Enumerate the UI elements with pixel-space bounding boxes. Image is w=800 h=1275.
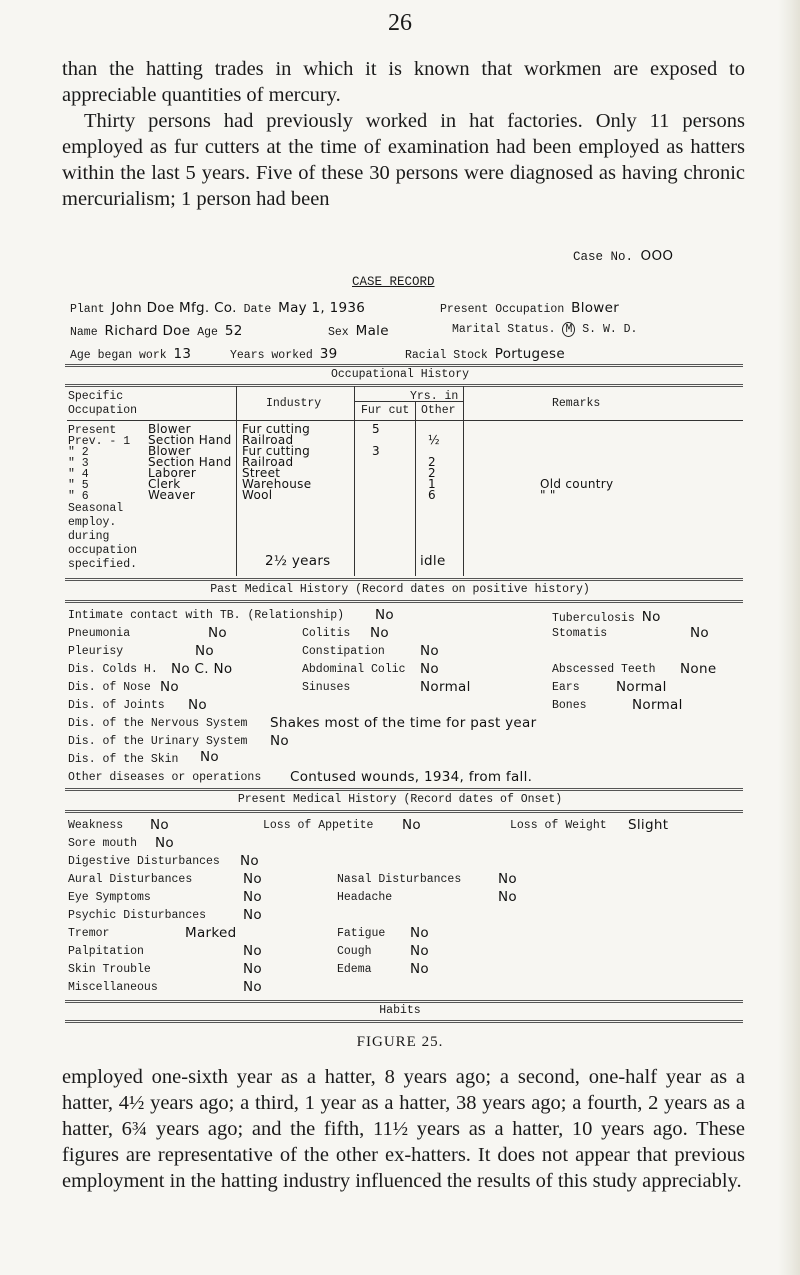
nose-value: No (160, 679, 179, 695)
colitis-label: Colitis (302, 627, 351, 640)
palpitation-value: No (243, 943, 262, 959)
racial-label: Racial Stock (405, 349, 488, 362)
occ-row-occupation: Blower (148, 422, 191, 436)
colds-value: No C. No (171, 661, 233, 677)
name-label: Name (70, 326, 98, 339)
tb-label: Tuberculosis (552, 612, 635, 625)
bones-label: Bones (552, 699, 587, 712)
aural-label: Aural Disturbances (68, 873, 193, 886)
palpitation-label: Palpitation (68, 945, 144, 958)
sore-mouth-value: No (155, 835, 174, 851)
figure-caption: FIGURE 25. (356, 1034, 444, 1050)
table-header-rule (67, 420, 743, 421)
col-header-fur-cut: Fur cut (361, 404, 410, 417)
digestive-label: Digestive Disturbances (68, 855, 220, 868)
marital-selected: M (562, 322, 575, 337)
past-medical-title: Past Medical History (Record dates on positive history) (210, 583, 590, 596)
seasonal-industry: 2½ years (265, 553, 331, 569)
occ-row-remark: Old country (540, 477, 614, 491)
occ-row-occupation: Section Hand (148, 433, 232, 447)
paragraph-1: than the hatting trades in which it is known that workmen are exposed to appreciable quantities of mercury. (62, 58, 745, 106)
edema-value: No (410, 961, 429, 977)
years-worked-label: Years worked (230, 349, 313, 362)
divider (65, 600, 743, 603)
weakness-value: No (150, 817, 169, 833)
age-began-value: 13 (173, 346, 192, 362)
col-specific: Specific (68, 390, 124, 403)
pneumonia-label: Pneumonia (68, 627, 131, 640)
nasal-value: No (498, 871, 517, 887)
intimate-label: Intimate contact with TB. (68, 609, 241, 622)
racial-field (405, 346, 565, 362)
page-edge-shadow (778, 0, 800, 1275)
age-label: Age (197, 326, 218, 339)
col-header-specific (68, 390, 137, 418)
occ-row-occupation: Blower (148, 444, 191, 458)
constipation-value: No (420, 643, 439, 659)
name-value: Richard Doe (104, 323, 191, 339)
plant-label: Plant (70, 303, 105, 316)
teeth-value: None (680, 661, 717, 677)
col-line (236, 386, 237, 576)
nasal-label: Nasal Disturbances (337, 873, 462, 886)
marital-field (452, 323, 637, 336)
top-text (62, 56, 745, 212)
digestive-value: No (240, 853, 259, 869)
misc-value: No (243, 979, 262, 995)
racial-value: Portugese (494, 346, 565, 362)
nose-label: Dis. of Nose (68, 681, 151, 694)
plant-row (70, 300, 365, 316)
sex-label: Sex (328, 326, 349, 339)
occ-row-remark: " " (540, 488, 556, 502)
age-value: 52 (224, 323, 243, 339)
seasonal-line: employ. (68, 516, 117, 529)
marital-options: S. W. D. (582, 323, 638, 336)
pneumonia-value: No (208, 625, 227, 641)
occ-row-occupation: Section Hand (148, 455, 232, 469)
other-diseases-label: Other diseases or operations (68, 771, 262, 784)
occupational-history-title: Occupational History (330, 368, 470, 381)
eye-value: No (243, 889, 262, 905)
col-header-other: Other (421, 404, 456, 417)
case-no-value: OOO (640, 248, 674, 264)
relationship-label: (Relationship) (247, 609, 345, 622)
divider (65, 364, 743, 367)
psychic-label: Psychic Disturbances (68, 909, 207, 922)
intimate-tb (68, 609, 344, 622)
joints-value: No (188, 697, 207, 713)
years-worked-field (230, 346, 338, 362)
age-began-field (70, 346, 191, 362)
sex-field (328, 323, 389, 339)
weakness-label: Weakness (68, 819, 124, 832)
divider (65, 810, 743, 813)
headache-value: No (498, 889, 517, 905)
case-no-label: Case No. (573, 250, 634, 264)
tb-field (552, 609, 661, 625)
bones-value: Normal (632, 697, 683, 713)
occ-row-other: 1 (428, 477, 436, 491)
form-title: CASE RECORD (352, 275, 435, 289)
name-row (70, 323, 243, 339)
seasonal-line: during (68, 530, 110, 543)
marital-label: Marital Status. (452, 323, 556, 336)
occ-row-industry: Street (242, 466, 281, 480)
occ-row-fur-cut: 5 (372, 422, 380, 436)
divider (65, 578, 743, 581)
ears-value: Normal (616, 679, 667, 695)
date-value: May 1, 1936 (278, 300, 366, 316)
paragraph-3: employed one-sixth year as a hatter, 8 years ago; a second, one-half year as a hatter, 4½ years ago; a third, 1 year as a hatter, 38 years ago; a fourth, 2 years as a hatter, 6¾ years ago; and the fifth, 11½ years as a hatter, 10 years ago. These figures are representative of the other ex-hatters. It does not appear that previous employment in the hatting industry influenced the results of this study appreciably. (62, 1066, 745, 1192)
skin-label: Dis. of the Skin (68, 753, 179, 766)
skin-trouble-value: No (243, 961, 262, 977)
occ-row-label: " 3 (68, 457, 89, 470)
seasonal-line: Seasonal (68, 502, 124, 515)
colic-value: No (420, 661, 439, 677)
stomatis-value: No (690, 625, 709, 641)
appetite-label: Loss of Appetite (263, 819, 374, 832)
cough-value: No (410, 943, 429, 959)
years-worked-value: 39 (319, 346, 338, 362)
occ-row-label: Present (68, 424, 117, 437)
present-medical-title: Present Medical History (Record dates of Onset) (237, 793, 563, 806)
occ-row-other: 2 (428, 466, 436, 480)
seasonal-label (68, 502, 137, 572)
eye-label: Eye Symptoms (68, 891, 151, 904)
joints-label: Dis. of Joints (68, 699, 165, 712)
misc-label: Miscellaneous (68, 981, 158, 994)
cough-label: Cough (337, 945, 372, 958)
plant-value: John Doe Mfg. Co. (111, 300, 237, 316)
pleurisy-value: No (195, 643, 214, 659)
urinary-value: No (270, 733, 289, 749)
occ-row-occupation: Weaver (148, 488, 196, 502)
other-diseases-value: Contused wounds, 1934, from fall. (290, 769, 533, 785)
skin-value: No (200, 749, 219, 765)
paragraph-2: Thirty persons had previously worked in hat factories. Only 11 persons employed as fur cutters at the time of examination had been employed as hatters within the last 5 years. Five of these 30 persons were diagnosed as having chronic mercurialism; 1 person had been (62, 110, 745, 210)
case-number (573, 248, 673, 264)
col-line (415, 401, 416, 576)
sex-value: Male (355, 323, 389, 339)
present-occupation (440, 300, 619, 316)
pleurisy-label: Pleurisy (68, 645, 124, 658)
colitis-value: No (370, 625, 389, 641)
age-began-label: Age began work (70, 349, 167, 362)
urinary-label: Dis. of the Urinary System (68, 735, 248, 748)
headache-label: Headache (337, 891, 393, 904)
tb-value: No (641, 609, 661, 625)
tremor-value: Marked (185, 925, 237, 941)
occ-row-industry: Railroad (242, 433, 294, 447)
seasonal-line: occupation (68, 544, 138, 557)
sore-mouth-label: Sore mouth (68, 837, 138, 850)
sinuses-label: Sinuses (302, 681, 351, 694)
occ-row-label: " 2 (68, 446, 89, 459)
skin-trouble-label: Skin Trouble (68, 963, 151, 976)
present-occ-label: Present Occupation (440, 303, 565, 316)
bottom-text (62, 1064, 745, 1194)
page-number: 26 (388, 10, 412, 36)
occ-row-label: " 5 (68, 479, 89, 492)
occ-row-other: 2 (428, 455, 436, 469)
occ-row-other: 6 (428, 488, 436, 502)
occ-row-fur-cut: 3 (372, 444, 380, 458)
present-occ-value: Blower (571, 300, 620, 316)
yrs-subheader-rule (355, 401, 463, 402)
col-header-remarks: Remarks (552, 397, 601, 410)
occ-row-label: " 4 (68, 468, 89, 481)
divider (65, 1000, 743, 1003)
constipation-label: Constipation (302, 645, 385, 658)
date-label: Date (243, 303, 272, 316)
divider (65, 1020, 743, 1023)
divider (65, 788, 743, 791)
colds-label: Dis. Colds H. (68, 663, 158, 676)
occ-row-industry: Railroad (242, 455, 294, 469)
seasonal-line: specified. (68, 558, 138, 571)
teeth-label: Abscessed Teeth (552, 663, 656, 676)
occ-row-occupation: Clerk (148, 477, 181, 491)
occ-row-industry: Warehouse (242, 477, 312, 491)
appetite-value: No (402, 817, 421, 833)
weight-label: Loss of Weight (510, 819, 607, 832)
colic-label: Abdominal Colic (302, 663, 406, 676)
occ-row-industry: Fur cutting (242, 422, 311, 436)
habits-title: Habits (379, 1004, 421, 1017)
nervous-value: Shakes most of the time for past year (270, 715, 537, 731)
sinuses-value: Normal (420, 679, 471, 695)
occ-row-occupation: Laborer (148, 466, 197, 480)
occ-row-label: Prev. - 1 (68, 435, 131, 448)
col-line (463, 386, 464, 576)
col-occupation: Occupation (68, 404, 138, 417)
col-header-industry: Industry (266, 397, 322, 410)
seasonal-other: idle (420, 553, 446, 569)
ears-label: Ears (552, 681, 580, 694)
intimate-value: No (375, 607, 394, 623)
occ-row-other: ½ (428, 433, 440, 447)
tremor-label: Tremor (68, 927, 110, 940)
aural-value: No (243, 871, 262, 887)
col-line (354, 386, 355, 576)
fatigue-label: Fatigue (337, 927, 386, 940)
fatigue-value: No (410, 925, 429, 941)
occ-row-industry: Wool (242, 488, 273, 502)
stomatis-label: Stomatis (552, 627, 608, 640)
occ-row-industry: Fur cutting (242, 444, 311, 458)
divider (65, 384, 743, 387)
nervous-label: Dis. of the Nervous System (68, 717, 248, 730)
edema-label: Edema (337, 963, 372, 976)
psychic-value: No (243, 907, 262, 923)
occ-row-label: " 6 (68, 490, 89, 503)
weight-value: Slight (628, 817, 669, 833)
col-header-yrs-in: Yrs. in (410, 390, 459, 403)
